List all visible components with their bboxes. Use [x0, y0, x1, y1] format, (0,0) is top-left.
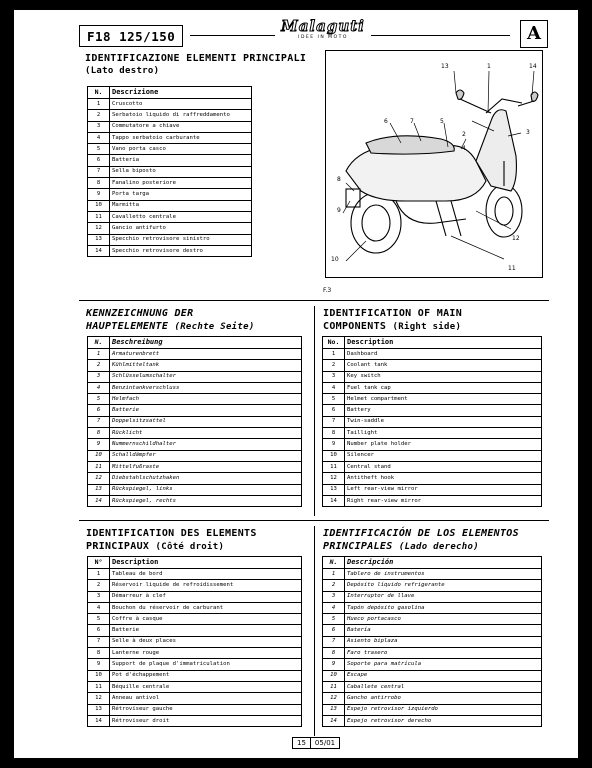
manual-page — [14, 10, 578, 758]
row-number: 14 — [323, 495, 345, 506]
row-description: Batería — [345, 625, 542, 636]
table-row — [88, 450, 302, 461]
row-description: Fuel tank cap — [345, 382, 542, 393]
table-row — [88, 223, 252, 234]
row-description: Vano porta casco — [110, 144, 252, 155]
model-label: F18 125/150 — [79, 25, 183, 47]
table-row — [88, 602, 302, 613]
table-row — [323, 715, 542, 726]
callout-3: 3 — [526, 129, 530, 136]
section-divider-2 — [79, 520, 549, 521]
table-row — [88, 110, 252, 121]
column-header-description: Descripción — [345, 557, 542, 569]
row-description: Gancio antifurto — [110, 223, 252, 234]
row-description: Doppelsitzsattel — [110, 416, 302, 427]
row-description: Asiento biplaza — [345, 636, 542, 647]
french-title-line2: PRINCIPAUX — [86, 541, 150, 552]
callout-13: 13 — [441, 63, 449, 70]
row-number: 3 — [323, 591, 345, 602]
column-header-number: No. — [323, 337, 345, 349]
column-header-description: Description — [110, 557, 302, 569]
spanish-parts-table — [322, 556, 542, 727]
row-number: 11 — [323, 461, 345, 472]
row-description: Battery — [345, 405, 542, 416]
row-description: Antitheft hook — [345, 473, 542, 484]
table-row — [323, 461, 542, 472]
table-row — [323, 349, 542, 360]
table-row — [88, 234, 252, 245]
row-number: 8 — [88, 428, 110, 439]
table-row — [88, 473, 302, 484]
italian-parts-table — [87, 86, 252, 257]
table-row — [88, 681, 302, 692]
row-number: 4 — [323, 382, 345, 393]
row-description: Soporte para matrícula — [345, 659, 542, 670]
table-row — [323, 450, 542, 461]
row-number: 5 — [88, 144, 110, 155]
table-row — [88, 132, 252, 143]
table-row — [88, 166, 252, 177]
row-number: 3 — [88, 371, 110, 382]
row-description: Rétroviseur gauche — [110, 704, 302, 715]
row-description: Bouchon du réservoir de carburant — [110, 602, 302, 613]
table-row — [88, 416, 302, 427]
row-description: Benzintankverschluss — [110, 382, 302, 393]
row-number: 13 — [323, 484, 345, 495]
table-row — [88, 382, 302, 393]
row-description: Rétroviseur droit — [110, 715, 302, 726]
revision-date: 05/01 — [311, 737, 340, 749]
english-title-line1: IDENTIFICATION OF MAIN — [323, 308, 463, 319]
callout-12: 12 — [512, 235, 520, 242]
table-header-row — [88, 337, 302, 349]
scooter-figure — [325, 50, 543, 278]
callout-5: 5 — [440, 118, 444, 125]
row-description: Batterie — [110, 625, 302, 636]
german-title-line1: KENNZEICHNUNG DER — [86, 308, 194, 319]
table-row — [88, 670, 302, 681]
table-row — [323, 659, 542, 670]
scooter-drawing — [326, 51, 544, 279]
table-row — [323, 371, 542, 382]
table-row — [88, 495, 302, 506]
front-wheel — [486, 185, 522, 237]
table-row — [88, 439, 302, 450]
row-number: 8 — [88, 648, 110, 659]
english-title-sub: (Right side) — [392, 322, 462, 332]
spanish-title-line2: PRINCIPALES — [323, 541, 393, 552]
row-number: 10 — [88, 450, 110, 461]
table-row — [88, 349, 302, 360]
row-number: 12 — [88, 693, 110, 704]
row-number: 8 — [323, 428, 345, 439]
page-footer — [292, 737, 340, 749]
table-row — [323, 495, 542, 506]
column-header-description: Descrizione — [110, 87, 252, 99]
row-number: 4 — [88, 602, 110, 613]
row-number: 4 — [323, 602, 345, 613]
row-number: 11 — [323, 681, 345, 692]
table-row — [88, 155, 252, 166]
figure-caption: F.3 — [323, 287, 332, 294]
table-row — [323, 416, 542, 427]
row-description: Tappo serbatoio carburante — [110, 132, 252, 143]
table-row — [88, 99, 252, 110]
german-title-line2: HAUPTELEMENTE — [86, 321, 169, 332]
row-description: Espejo retrovisor izquierdo — [345, 704, 542, 715]
english-parts-table — [322, 336, 542, 507]
row-description: Schlüsselumschalter — [110, 371, 302, 382]
column-header-number: N. — [88, 87, 110, 99]
table-row — [323, 602, 542, 613]
row-number: 12 — [88, 223, 110, 234]
row-number: 11 — [88, 461, 110, 472]
row-description: Cruscotto — [110, 99, 252, 110]
callout-9: 9 — [337, 207, 341, 214]
row-description: Support de plaque d'immatriculation — [110, 659, 302, 670]
row-description: Lanterne rouge — [110, 648, 302, 659]
table-row — [323, 681, 542, 692]
row-number: 2 — [323, 580, 345, 591]
table-row — [88, 405, 302, 416]
row-description: Gancho antirrobo — [345, 693, 542, 704]
table-row — [88, 636, 302, 647]
row-number: 1 — [323, 569, 345, 580]
german-parts-table — [87, 336, 302, 507]
italian-title-line2: (Lato destro) — [85, 66, 160, 76]
row-description: Right rear-view mirror — [345, 495, 542, 506]
row-number: 2 — [88, 360, 110, 371]
row-description: Specchio retrovisore destro — [110, 245, 252, 256]
rear-rim — [362, 205, 390, 241]
row-description: Specchio retrovisore sinistro — [110, 234, 252, 245]
row-number: 8 — [88, 178, 110, 189]
table-row — [323, 670, 542, 681]
french-title — [86, 527, 257, 554]
row-number: 2 — [88, 580, 110, 591]
row-description: Anneau antivol — [110, 693, 302, 704]
table-row — [88, 693, 302, 704]
row-description: Caballete central — [345, 681, 542, 692]
row-number: 13 — [88, 234, 110, 245]
row-description: Armaturenbrett — [110, 349, 302, 360]
row-description: Coolant tank — [345, 360, 542, 371]
callout-2: 2 — [462, 131, 466, 138]
table-row — [88, 371, 302, 382]
row-number: 14 — [88, 715, 110, 726]
table-row — [88, 461, 302, 472]
row-number: 12 — [323, 473, 345, 484]
english-title-line2: COMPONENTS — [323, 321, 387, 332]
table-row — [88, 715, 302, 726]
row-number: 14 — [88, 495, 110, 506]
table-row — [323, 382, 542, 393]
row-description: Nummernschildhalter — [110, 439, 302, 450]
german-title-sub: (Rechte Seite) — [174, 322, 255, 332]
row-description: Sella biposto — [110, 166, 252, 177]
row-description: Escape — [345, 670, 542, 681]
row-number: 7 — [323, 636, 345, 647]
mirror-stem-left — [460, 99, 491, 113]
row-description: Interruptor de llave — [345, 591, 542, 602]
spanish-title — [323, 527, 519, 554]
italian-title — [85, 52, 306, 78]
row-description: Marmitta — [110, 200, 252, 211]
table-header-row — [323, 557, 542, 569]
row-number: 1 — [323, 349, 345, 360]
row-number: 1 — [88, 569, 110, 580]
table-row — [88, 428, 302, 439]
callout-4: 4 — [462, 145, 466, 152]
row-number: 9 — [88, 659, 110, 670]
row-number: 9 — [88, 189, 110, 200]
callout-6: 6 — [384, 118, 388, 125]
table-row — [88, 189, 252, 200]
row-number: 2 — [88, 110, 110, 121]
row-description: Number plate holder — [345, 439, 542, 450]
english-title — [323, 307, 462, 334]
column-header-number: N° — [88, 557, 110, 569]
french-parts-table — [87, 556, 302, 727]
table-row — [323, 580, 542, 591]
table-row — [88, 245, 252, 256]
table-row — [88, 625, 302, 636]
row-description: Tableau de bord — [110, 569, 302, 580]
table-row — [88, 580, 302, 591]
table-row — [323, 636, 542, 647]
row-number: 7 — [323, 416, 345, 427]
callout-8: 8 — [337, 176, 341, 183]
row-number: 9 — [323, 439, 345, 450]
seat — [366, 136, 454, 154]
table-row — [323, 625, 542, 636]
row-description: Fanalino posteriore — [110, 178, 252, 189]
table-row — [88, 591, 302, 602]
row-description: Depósito líquido refrigerante — [345, 580, 542, 591]
column-header-number: N. — [323, 557, 345, 569]
row-number: 1 — [88, 99, 110, 110]
column-header-number: N. — [88, 337, 110, 349]
table-row — [323, 405, 542, 416]
table-row — [323, 569, 542, 580]
row-number: 5 — [88, 394, 110, 405]
row-description: Hueco portacasco — [345, 614, 542, 625]
row-description: Twin-saddle — [345, 416, 542, 427]
row-description: Béquille centrale — [110, 681, 302, 692]
table-row — [88, 121, 252, 132]
page-header — [65, 15, 565, 55]
table-header-row — [88, 557, 302, 569]
table-row — [88, 360, 302, 371]
table-row — [323, 614, 542, 625]
row-number: 13 — [88, 484, 110, 495]
table-row — [88, 659, 302, 670]
table-row — [323, 360, 542, 371]
row-number: 1 — [88, 349, 110, 360]
row-description: Schalldämpfer — [110, 450, 302, 461]
table-row — [88, 178, 252, 189]
table-header-row — [88, 87, 252, 99]
row-number: 3 — [323, 371, 345, 382]
row-description: Serbatoio liquido di raffreddamento — [110, 110, 252, 121]
logo-word: Malaguti — [281, 17, 365, 35]
row-description: Commutatore a chiave — [110, 121, 252, 132]
french-title-line1: IDENTIFICATION DES ELEMENTS — [86, 528, 257, 539]
table-row — [88, 144, 252, 155]
row-number: 11 — [88, 211, 110, 222]
row-number: 9 — [88, 439, 110, 450]
row-description: Dashboard — [345, 349, 542, 360]
section-divider-1 — [79, 300, 549, 301]
row-number: 8 — [323, 648, 345, 659]
row-number: 7 — [88, 416, 110, 427]
row-number: 7 — [88, 166, 110, 177]
spanish-title-sub: (Lado derecho) — [398, 542, 479, 552]
row-description: Helmet compartment — [345, 394, 542, 405]
table-row — [323, 394, 542, 405]
row-description: Kühlmitteltank — [110, 360, 302, 371]
row-number: 6 — [88, 155, 110, 166]
table-row — [88, 484, 302, 495]
table-row — [323, 439, 542, 450]
table-row — [88, 200, 252, 211]
row-number: 3 — [88, 121, 110, 132]
column-divider-1 — [314, 306, 315, 516]
row-description: Selle à deux places — [110, 636, 302, 647]
brand-logo — [275, 18, 371, 44]
column-divider-2 — [314, 526, 315, 736]
callout-1: 1 — [487, 63, 491, 70]
table-row — [323, 484, 542, 495]
table-row — [323, 591, 542, 602]
table-row — [323, 693, 542, 704]
row-description: Espejo retrovisor derecho — [345, 715, 542, 726]
row-number: 6 — [88, 405, 110, 416]
row-description: Démarreur à clef — [110, 591, 302, 602]
central-stand — [436, 201, 461, 236]
french-title-sub: (Côté droit) — [155, 542, 225, 552]
row-description: Tapón depósito gasolina — [345, 602, 542, 613]
column-header-description: Description — [345, 337, 542, 349]
logo-tagline: IDEE IN MOTO — [298, 35, 348, 40]
front-rim — [495, 197, 513, 225]
row-number: 2 — [323, 360, 345, 371]
row-number: 12 — [323, 693, 345, 704]
table-header-row — [323, 337, 542, 349]
row-description: Faro trasero — [345, 648, 542, 659]
table-row — [323, 648, 542, 659]
column-header-description: Beschreibung — [110, 337, 302, 349]
table-row — [88, 648, 302, 659]
row-number: 13 — [88, 704, 110, 715]
callout-10: 10 — [331, 256, 339, 263]
row-number: 12 — [88, 473, 110, 484]
mirror-stem-right — [518, 101, 534, 106]
exhaust — [396, 201, 466, 223]
italian-title-line1: IDENTIFICAZIONE ELEMENTI PRINCIPALI — [85, 53, 307, 64]
row-description: Diebstahlschutzhaken — [110, 473, 302, 484]
row-description: Taillight — [345, 428, 542, 439]
row-description: Rückspiegel, rechts — [110, 495, 302, 506]
row-description: Rücklicht — [110, 428, 302, 439]
section-letter: A — [520, 20, 548, 48]
row-number: 3 — [88, 591, 110, 602]
table-row — [88, 704, 302, 715]
row-description: Key switch — [345, 371, 542, 382]
row-number: 4 — [88, 132, 110, 143]
callout-11: 11 — [508, 265, 516, 272]
row-description: Pot d'échappement — [110, 670, 302, 681]
row-number: 13 — [323, 704, 345, 715]
row-description: Batterie — [110, 405, 302, 416]
spanish-title-line1: IDENTIFICACIÓN DE LOS ELEMENTOS — [323, 528, 519, 539]
row-number: 10 — [88, 200, 110, 211]
row-number: 10 — [323, 450, 345, 461]
row-description: Rückspiegel, links — [110, 484, 302, 495]
row-number: 9 — [323, 659, 345, 670]
row-description: Batteria — [110, 155, 252, 166]
row-description: Réservoir liquide de refroidissement — [110, 580, 302, 591]
row-number: 5 — [323, 614, 345, 625]
row-description: Cavalletto centrale — [110, 211, 252, 222]
table-row — [88, 394, 302, 405]
german-title — [86, 307, 255, 334]
row-number: 10 — [323, 670, 345, 681]
row-number: 11 — [88, 681, 110, 692]
row-description: Central stand — [345, 461, 542, 472]
table-row — [323, 473, 542, 484]
row-number: 6 — [323, 405, 345, 416]
page-number: 15 — [292, 737, 311, 749]
rear-wheel — [351, 193, 401, 253]
row-description: Silencer — [345, 450, 542, 461]
row-number: 10 — [88, 670, 110, 681]
row-number: 6 — [323, 625, 345, 636]
row-number: 5 — [323, 394, 345, 405]
row-description: Helmfach — [110, 394, 302, 405]
callout-7: 7 — [410, 118, 414, 125]
row-description: Coffre à casque — [110, 614, 302, 625]
row-number: 7 — [88, 636, 110, 647]
row-description: Mittelfußraste — [110, 461, 302, 472]
row-number: 14 — [88, 245, 110, 256]
table-row — [88, 211, 252, 222]
table-row — [88, 614, 302, 625]
row-number: 6 — [88, 625, 110, 636]
row-description: Left rear-view mirror — [345, 484, 542, 495]
row-number: 14 — [323, 715, 345, 726]
table-row — [323, 704, 542, 715]
callout-14: 14 — [529, 63, 537, 70]
table-row — [323, 428, 542, 439]
left-mirror — [456, 90, 464, 99]
row-description: Porta targa — [110, 189, 252, 200]
table-row — [88, 569, 302, 580]
row-number: 5 — [88, 614, 110, 625]
row-number: 4 — [88, 382, 110, 393]
row-description: Tablero de instrumentos — [345, 569, 542, 580]
